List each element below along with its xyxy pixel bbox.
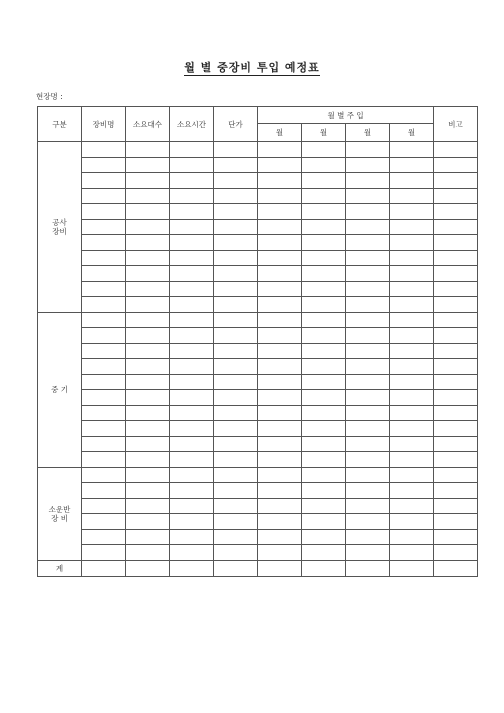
table-cell[interactable] [390, 514, 434, 530]
table-cell[interactable] [170, 188, 214, 204]
table-cell[interactable] [302, 343, 346, 359]
site-name-label: 현장명 : [36, 92, 63, 101]
table-cell[interactable] [302, 142, 346, 158]
table-cell[interactable] [82, 204, 126, 220]
table-cell[interactable] [126, 467, 170, 483]
table-cell[interactable] [258, 142, 302, 158]
table-cell[interactable] [346, 359, 390, 375]
table-cell[interactable] [126, 343, 170, 359]
table-cell[interactable] [82, 498, 126, 514]
table-cell[interactable] [302, 498, 346, 514]
table-cell[interactable] [82, 188, 126, 204]
table-row [38, 219, 478, 235]
table-cell[interactable] [390, 467, 434, 483]
table-cell[interactable] [302, 405, 346, 421]
table-cell[interactable] [346, 545, 390, 561]
table-cell[interactable] [82, 359, 126, 375]
table-cell[interactable] [170, 312, 214, 328]
table-cell[interactable] [214, 514, 258, 530]
table-cell[interactable] [346, 421, 390, 437]
table-cell[interactable] [82, 374, 126, 390]
table-cell[interactable] [390, 266, 434, 282]
table-cell[interactable] [346, 498, 390, 514]
table-cell[interactable] [214, 157, 258, 173]
table-cell[interactable] [82, 343, 126, 359]
total-cell[interactable] [346, 560, 390, 576]
table-cell[interactable] [346, 281, 390, 297]
table-row [38, 188, 478, 204]
table-cell[interactable] [258, 328, 302, 344]
table-cell[interactable] [170, 142, 214, 158]
category-label: 소운반 장 비 [38, 467, 82, 560]
table-cell[interactable] [126, 405, 170, 421]
table-cell[interactable] [258, 157, 302, 173]
table-cell[interactable] [434, 452, 478, 468]
table-cell[interactable] [258, 405, 302, 421]
table-cell[interactable] [126, 421, 170, 437]
table-cell[interactable] [82, 250, 126, 266]
total-cell[interactable] [170, 560, 214, 576]
table-cell[interactable] [390, 359, 434, 375]
table-row [38, 374, 478, 390]
table-cell[interactable] [82, 436, 126, 452]
table-cell[interactable] [390, 405, 434, 421]
table-cell[interactable] [258, 436, 302, 452]
table-cell[interactable] [82, 529, 126, 545]
table-cell[interactable] [170, 235, 214, 251]
table-cell[interactable] [346, 405, 390, 421]
table-cell[interactable] [82, 297, 126, 313]
total-cell[interactable] [82, 560, 126, 576]
table-cell[interactable] [390, 297, 434, 313]
table-cell[interactable] [346, 297, 390, 313]
table-cell[interactable] [302, 545, 346, 561]
table-cell[interactable] [170, 452, 214, 468]
table-cell[interactable] [258, 343, 302, 359]
table-cell[interactable] [214, 436, 258, 452]
table-cell[interactable] [434, 312, 478, 328]
table-cell[interactable] [390, 545, 434, 561]
table-cell[interactable] [434, 328, 478, 344]
table-cell[interactable] [214, 343, 258, 359]
header-equipment-name: 장비명 [82, 107, 126, 142]
table-cell[interactable] [302, 250, 346, 266]
table-cell[interactable] [126, 266, 170, 282]
table-cell[interactable] [82, 483, 126, 499]
table-cell[interactable] [214, 328, 258, 344]
table-cell[interactable] [170, 421, 214, 437]
table-row [38, 545, 478, 561]
table-cell[interactable] [390, 281, 434, 297]
table-cell[interactable] [434, 266, 478, 282]
table-cell[interactable] [302, 467, 346, 483]
table-cell[interactable] [390, 250, 434, 266]
table-cell[interactable] [170, 359, 214, 375]
total-cell[interactable] [126, 560, 170, 576]
table-cell[interactable] [390, 436, 434, 452]
table-cell[interactable] [214, 452, 258, 468]
table-cell[interactable] [434, 483, 478, 499]
table-cell[interactable] [346, 157, 390, 173]
table-cell[interactable] [126, 173, 170, 189]
table-cell[interactable] [302, 390, 346, 406]
table-cell[interactable] [302, 483, 346, 499]
table-row [38, 390, 478, 406]
table-cell[interactable] [434, 297, 478, 313]
table-cell[interactable] [258, 467, 302, 483]
table-cell[interactable] [346, 483, 390, 499]
table-cell[interactable] [214, 219, 258, 235]
table-cell[interactable] [258, 204, 302, 220]
total-label: 계 [38, 560, 82, 576]
document-title: 월 별 중장비 투입 예정표 [184, 61, 320, 74]
table-cell[interactable] [258, 235, 302, 251]
header-monthly-input: 월 별 주 입 [258, 107, 434, 124]
table-cell[interactable] [346, 266, 390, 282]
table-cell[interactable] [346, 436, 390, 452]
category-label: 공사 장비 [38, 142, 82, 313]
table-cell[interactable] [434, 188, 478, 204]
table-cell[interactable] [126, 281, 170, 297]
table-cell[interactable] [82, 545, 126, 561]
table-row [38, 204, 478, 220]
table-cell[interactable] [346, 142, 390, 158]
table-cell[interactable] [170, 204, 214, 220]
table-cell[interactable] [170, 498, 214, 514]
table-cell[interactable] [214, 529, 258, 545]
table-cell[interactable] [214, 374, 258, 390]
table-row [38, 266, 478, 282]
table-row [38, 498, 478, 514]
table-cell[interactable] [170, 390, 214, 406]
table-cell[interactable] [258, 297, 302, 313]
table-cell[interactable] [126, 483, 170, 499]
table-row [38, 157, 478, 173]
table-cell[interactable] [346, 390, 390, 406]
table-row [38, 297, 478, 313]
table-cell[interactable] [82, 281, 126, 297]
table-cell[interactable] [346, 312, 390, 328]
table-cell[interactable] [258, 359, 302, 375]
table-cell[interactable] [170, 467, 214, 483]
table-cell[interactable] [126, 297, 170, 313]
total-cell[interactable] [214, 560, 258, 576]
table-cell[interactable] [346, 328, 390, 344]
table-cell[interactable] [390, 483, 434, 499]
table-cell[interactable] [302, 219, 346, 235]
table-row [38, 343, 478, 359]
table-cell[interactable] [126, 529, 170, 545]
table-cell[interactable] [434, 173, 478, 189]
table-cell[interactable] [214, 405, 258, 421]
table-row [38, 281, 478, 297]
table-cell[interactable] [434, 250, 478, 266]
table-cell[interactable] [170, 343, 214, 359]
total-cell[interactable] [258, 560, 302, 576]
table-cell[interactable] [346, 452, 390, 468]
table-row [38, 421, 478, 437]
table-cell[interactable] [302, 266, 346, 282]
table-cell[interactable] [434, 390, 478, 406]
table-cell[interactable] [302, 188, 346, 204]
table-cell[interactable] [434, 421, 478, 437]
table-row [38, 142, 478, 158]
table-cell[interactable] [214, 173, 258, 189]
table-cell[interactable] [170, 173, 214, 189]
table-cell[interactable] [258, 250, 302, 266]
header-category: 구분 [38, 107, 82, 142]
total-cell[interactable] [302, 560, 346, 576]
table-cell[interactable] [126, 328, 170, 344]
table-cell[interactable] [258, 266, 302, 282]
table-cell[interactable] [302, 281, 346, 297]
table-cell[interactable] [302, 312, 346, 328]
table-cell[interactable] [170, 328, 214, 344]
table-cell[interactable] [390, 343, 434, 359]
table-cell[interactable] [170, 545, 214, 561]
table-cell[interactable] [214, 359, 258, 375]
table-cell[interactable] [258, 219, 302, 235]
header-row-top [38, 107, 478, 124]
table-cell[interactable] [434, 219, 478, 235]
table-cell[interactable] [170, 529, 214, 545]
table-cell[interactable] [258, 498, 302, 514]
table-cell[interactable] [82, 312, 126, 328]
table-row [38, 359, 478, 375]
table-cell[interactable] [126, 250, 170, 266]
table-cell[interactable] [346, 343, 390, 359]
table-cell[interactable] [126, 436, 170, 452]
table-cell[interactable] [170, 405, 214, 421]
table-cell[interactable] [82, 235, 126, 251]
table-cell[interactable] [258, 514, 302, 530]
table-cell[interactable] [214, 483, 258, 499]
table-cell[interactable] [126, 545, 170, 561]
table-cell[interactable] [434, 514, 478, 530]
table-cell[interactable] [214, 204, 258, 220]
table-cell[interactable] [302, 235, 346, 251]
table-cell[interactable] [390, 374, 434, 390]
table-cell[interactable] [126, 219, 170, 235]
table-cell[interactable] [302, 529, 346, 545]
table-cell[interactable] [302, 436, 346, 452]
table-cell[interactable] [126, 157, 170, 173]
header-remarks: 비고 [434, 107, 478, 142]
table-cell[interactable] [390, 142, 434, 158]
table-cell[interactable] [346, 529, 390, 545]
table-cell[interactable] [82, 405, 126, 421]
table-cell[interactable] [390, 328, 434, 344]
table-cell[interactable] [434, 545, 478, 561]
table-row [38, 312, 478, 328]
header-hours-required: 소요시간 [170, 107, 214, 142]
table-row [38, 405, 478, 421]
table-cell[interactable] [302, 452, 346, 468]
table-cell[interactable] [390, 219, 434, 235]
table-cell[interactable] [302, 173, 346, 189]
table-cell[interactable] [126, 498, 170, 514]
table-cell[interactable] [258, 312, 302, 328]
header-month-1: 월 [258, 124, 302, 142]
table-cell[interactable] [258, 173, 302, 189]
table-cell[interactable] [170, 219, 214, 235]
table-cell[interactable] [258, 188, 302, 204]
table-cell[interactable] [258, 421, 302, 437]
table-cell[interactable] [214, 281, 258, 297]
table-cell[interactable] [302, 157, 346, 173]
table-cell[interactable] [82, 452, 126, 468]
table-cell[interactable] [302, 374, 346, 390]
table-row [38, 483, 478, 499]
table-cell[interactable] [258, 374, 302, 390]
table-cell[interactable] [126, 359, 170, 375]
table-row [38, 452, 478, 468]
table-cell[interactable] [434, 405, 478, 421]
table-cell[interactable] [214, 188, 258, 204]
table-cell[interactable] [82, 142, 126, 158]
table-cell[interactable] [170, 483, 214, 499]
table-cell[interactable] [126, 235, 170, 251]
table-cell[interactable] [390, 204, 434, 220]
table-cell[interactable] [126, 142, 170, 158]
table-cell[interactable] [214, 250, 258, 266]
table-cell[interactable] [390, 452, 434, 468]
table-cell[interactable] [82, 390, 126, 406]
table-cell[interactable] [390, 529, 434, 545]
table-cell[interactable] [434, 157, 478, 173]
table-cell[interactable] [170, 297, 214, 313]
table-cell[interactable] [434, 281, 478, 297]
table-cell[interactable] [302, 204, 346, 220]
table-cell[interactable] [434, 142, 478, 158]
table-cell[interactable] [302, 297, 346, 313]
category-label: 중 기 [38, 312, 82, 467]
table-cell[interactable] [126, 204, 170, 220]
table-cell[interactable] [434, 235, 478, 251]
table-cell[interactable] [214, 266, 258, 282]
table-cell[interactable] [390, 421, 434, 437]
table-cell[interactable] [434, 436, 478, 452]
header-month-4: 월 [390, 124, 434, 142]
table-cell[interactable] [302, 328, 346, 344]
table-row [38, 250, 478, 266]
table-cell[interactable] [170, 250, 214, 266]
table-cell[interactable] [302, 421, 346, 437]
table-cell[interactable] [170, 374, 214, 390]
total-cell[interactable] [390, 560, 434, 576]
table-cell[interactable] [434, 374, 478, 390]
table-cell[interactable] [434, 343, 478, 359]
table-cell[interactable] [346, 374, 390, 390]
table-cell[interactable] [346, 467, 390, 483]
table-cell[interactable] [258, 452, 302, 468]
table-cell[interactable] [302, 514, 346, 530]
table-cell[interactable] [214, 235, 258, 251]
table-row [38, 514, 478, 530]
table-cell[interactable] [126, 312, 170, 328]
table-cell[interactable] [126, 188, 170, 204]
header-units-required: 소요대수 [126, 107, 170, 142]
table-cell[interactable] [82, 514, 126, 530]
table-cell[interactable] [390, 235, 434, 251]
header-month-2: 월 [302, 124, 346, 142]
table-cell[interactable] [82, 266, 126, 282]
header-unit-price: 단가 [214, 107, 258, 142]
table-cell[interactable] [390, 173, 434, 189]
table-cell[interactable] [170, 157, 214, 173]
table-row [38, 436, 478, 452]
table-row [38, 467, 478, 483]
total-cell[interactable] [434, 560, 478, 576]
table-cell[interactable] [214, 545, 258, 561]
table-cell[interactable] [434, 467, 478, 483]
table-cell[interactable] [390, 188, 434, 204]
table-cell[interactable] [214, 421, 258, 437]
table-cell[interactable] [126, 374, 170, 390]
table-cell[interactable] [82, 219, 126, 235]
table-cell[interactable] [346, 219, 390, 235]
table-cell[interactable] [390, 498, 434, 514]
table-row [38, 529, 478, 545]
table-cell[interactable] [82, 328, 126, 344]
table-cell[interactable] [258, 390, 302, 406]
table-cell[interactable] [214, 312, 258, 328]
header-month-3: 월 [346, 124, 390, 142]
table-cell[interactable] [214, 498, 258, 514]
table-cell[interactable] [214, 467, 258, 483]
table-cell[interactable] [170, 514, 214, 530]
equipment-schedule-table [37, 106, 478, 577]
table-cell[interactable] [390, 157, 434, 173]
table-cell[interactable] [170, 281, 214, 297]
table-cell[interactable] [82, 421, 126, 437]
table-cell[interactable] [214, 142, 258, 158]
table-cell[interactable] [346, 235, 390, 251]
total-row [38, 560, 478, 576]
table-cell[interactable] [258, 281, 302, 297]
table-cell[interactable] [434, 529, 478, 545]
table-cell[interactable] [302, 359, 346, 375]
table-cell[interactable] [258, 529, 302, 545]
table-cell[interactable] [170, 436, 214, 452]
table-cell[interactable] [126, 452, 170, 468]
table-cell[interactable] [214, 297, 258, 313]
table-cell[interactable] [390, 390, 434, 406]
table-cell[interactable] [170, 266, 214, 282]
table-cell[interactable] [390, 312, 434, 328]
table-row [38, 173, 478, 189]
table-cell[interactable] [258, 545, 302, 561]
table-cell[interactable] [434, 498, 478, 514]
table-cell[interactable] [126, 514, 170, 530]
table-cell[interactable] [82, 173, 126, 189]
table-cell[interactable] [82, 467, 126, 483]
table-cell[interactable] [82, 157, 126, 173]
table-cell[interactable] [346, 250, 390, 266]
table-cell[interactable] [346, 173, 390, 189]
table-cell[interactable] [434, 204, 478, 220]
table-cell[interactable] [346, 514, 390, 530]
table-cell[interactable] [346, 204, 390, 220]
table-cell[interactable] [346, 188, 390, 204]
table-cell[interactable] [214, 390, 258, 406]
table-cell[interactable] [434, 359, 478, 375]
table-row [38, 328, 478, 344]
table-cell[interactable] [258, 483, 302, 499]
table-row [38, 235, 478, 251]
table-cell[interactable] [126, 390, 170, 406]
